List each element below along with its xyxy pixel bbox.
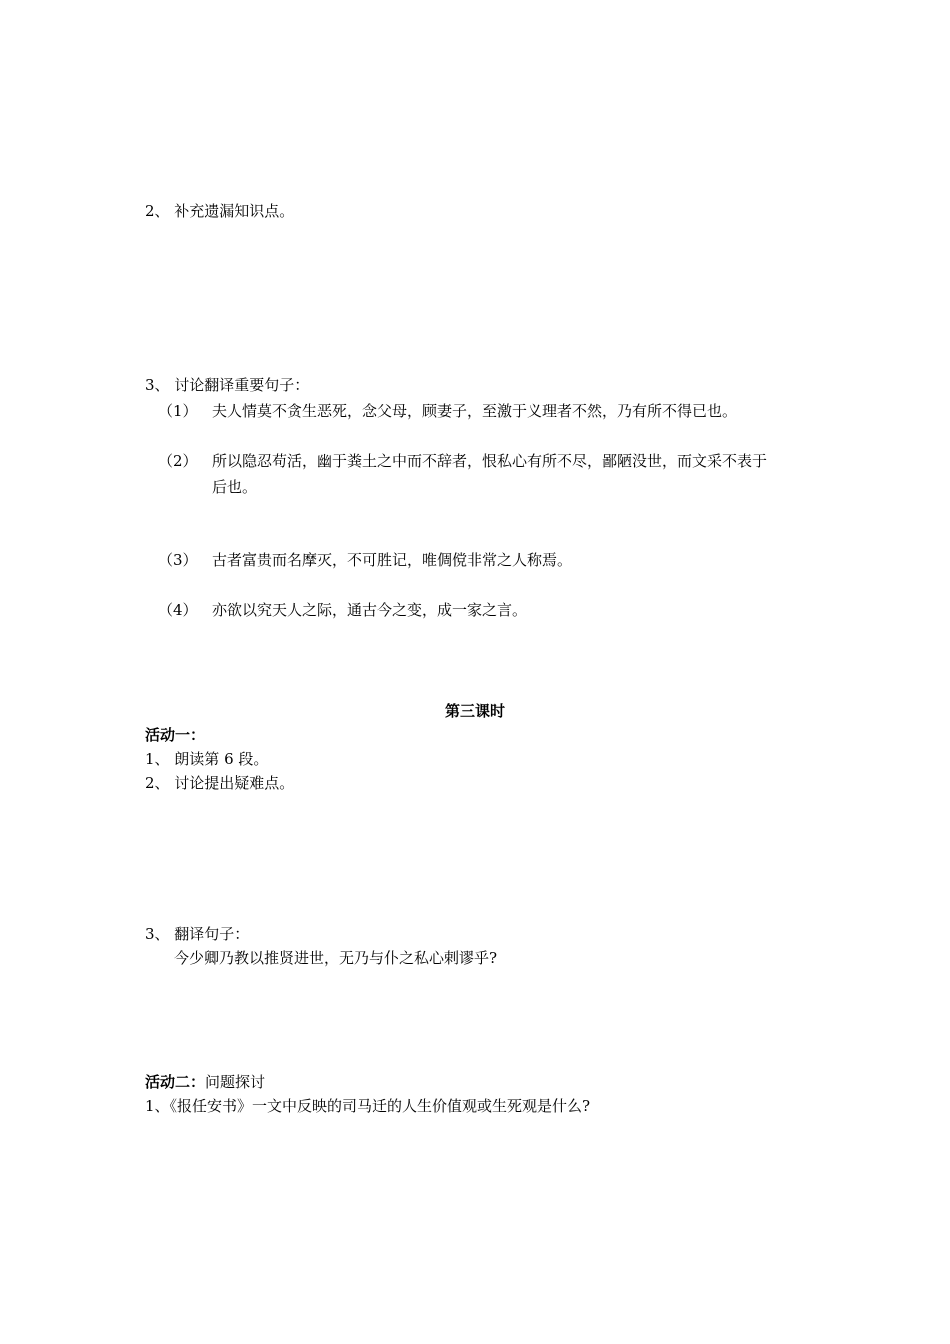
activity-1-heading: 活动一： bbox=[145, 726, 206, 744]
activity-2-label: 活动二： bbox=[145, 1073, 206, 1091]
sentence-number: （4） bbox=[158, 601, 198, 619]
sentence-number: （2） bbox=[158, 452, 198, 470]
sentence-number: （1） bbox=[158, 402, 198, 420]
activity-2-heading bbox=[145, 1070, 265, 1094]
sentence-number: （3） bbox=[158, 551, 198, 569]
sentence-text: 古者富贵而名摩灭，不可胜记，唯倜傥非常之人称焉。 bbox=[212, 551, 573, 569]
activity-1-item-3: 3、 翻译句子： bbox=[145, 925, 250, 943]
activity-2-item-1: 1、《报任安书》一文中反映的司马迁的人生价值观或生死观是什么? bbox=[145, 1097, 591, 1115]
activity-1-item-2: 2、 讨论提出疑难点。 bbox=[145, 774, 295, 792]
activity-2-topic: 问题探讨 bbox=[205, 1073, 266, 1091]
item-2-supplement: 2、 补充遗漏知识点。 bbox=[145, 202, 295, 220]
sentence-text: 亦欲以究天人之际，通古今之变，成一家之言。 bbox=[212, 601, 528, 619]
activity-1-item-1: 1、 朗读第 6 段。 bbox=[145, 750, 269, 768]
translate-sentence: 今少卿乃教以推贤进世，无乃与仆之私心剌谬乎? bbox=[174, 949, 498, 967]
sentence-text-continued: 后也。 bbox=[212, 478, 258, 496]
item-3-discuss-translate: 3、 讨论翻译重要句子： bbox=[145, 376, 310, 394]
sentence-text: 夫人情莫不贪生恶死，念父母，顾妻子，至激于义理者不然，乃有所不得已也。 bbox=[212, 402, 738, 420]
lesson-3-title: 第三课时 bbox=[444, 702, 505, 720]
sentence-text: 所以隐忍苟活，幽于粪土之中而不辞者，恨私心有所不尽，鄙陋没世，而文采不表于 bbox=[212, 452, 768, 470]
